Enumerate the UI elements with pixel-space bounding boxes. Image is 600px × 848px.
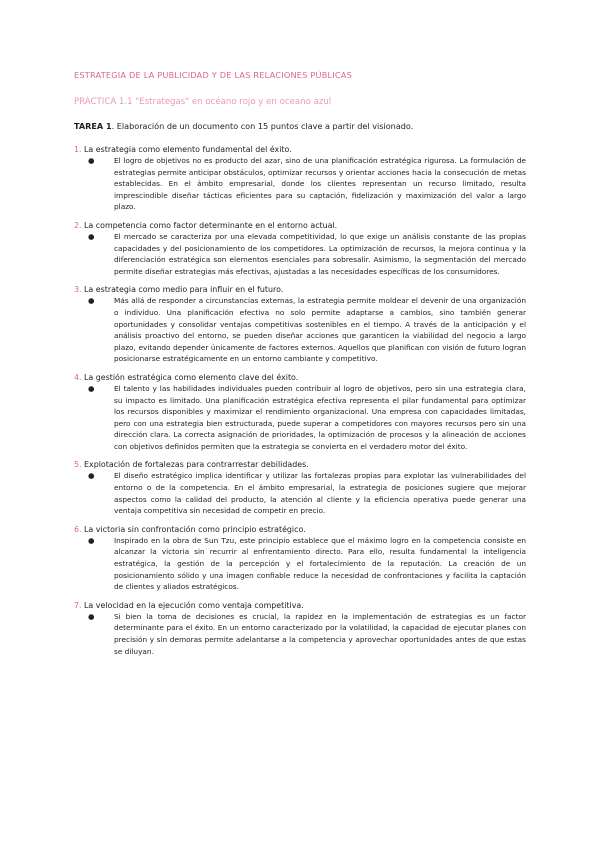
- bullet-text: Inspirado en la obra de Sun Tzu, este principio establece que el máximo logro en la competencia consiste en alcanzar la victoria sin recurrir al enfrentamiento directo. Para ello, resulta fundamental la inteligencia estratégica, la gestión de la percepción y el fortalecimiento de la reputación. La creación de un posicionamiento sólido y una imagen confiable reduce la necesidad de confrontaciones y facilita la captación de clientes y aliados estratégicos.: [114, 535, 526, 592]
- bullet-icon: ●: [88, 156, 95, 165]
- bullet-icon: ●: [88, 611, 95, 621]
- section-heading: [74, 145, 526, 154]
- section-number: 6.: [74, 524, 82, 534]
- bullet-text: El logro de objetivos no es producto del azar, sino de una planificación estratégica rigurosa. La formulación de estrategias permite anticipar obstáculos, optimizar recursos y orientar acciones hacia la consecución de metas establecidas. En el ámbito empresarial, donde los clientes representan un recurso limitado, resulta imprescindible diseñar tácticas eficientes para su captación, fidelización y maximización del valor a largo plazo.: [114, 156, 526, 212]
- list-item: [74, 611, 526, 657]
- bullet-text: El talento y las habilidades individuales pueden contribuir al logro de objetivos, pero sin una estrategia clara, su impacto es limitado. Una planificación estratégica efectiva representa el pilar fundamental para optimizar los recursos disponibles y maximizar el rendimiento organizacional. Una empresa con capacidades limitadas, pero con una estrategia bien estructurada, puede superar a competidores con mayores recursos pero sin una dirección clara. La correcta asignación de prioridades, la optimización de procesos y la alineación de acciones con objetivos definidos permiten que la estrategia se convierta en el verdadero motor del éxito.: [114, 383, 526, 451]
- section-title: La victoria sin confrontación como principio estratégico.: [81, 524, 306, 534]
- section-number: 7.: [74, 600, 82, 610]
- section-number: 2.: [74, 220, 82, 230]
- section-2: [74, 221, 526, 277]
- list-item: [74, 470, 526, 516]
- section-title: La estrategia como medio para influir en el futuro.: [81, 285, 284, 295]
- bullet-text: Si bien la toma de decisiones es crucial, la rapidez en la implementación de estrategias es un factor determinante para el éxito. En un entorno caracterizado por la volatilidad, la capacidad de ejecutar planes con precisión y sin demoras permite adelantarse a la competencia y aprovechar oportunidades antes de que estas se diluyan.: [114, 611, 526, 656]
- section-3: [74, 285, 526, 365]
- bullet-icon: ●: [88, 231, 95, 241]
- list-item: [74, 231, 526, 277]
- section-title: La gestión estratégica como elemento clave del éxito.: [81, 372, 299, 382]
- task-text: . Elaboración de un documento con 15 puntos clave a partir del visionado.: [111, 121, 414, 131]
- section-title: Explotación de fortalezas para contrarrestar debilidades.: [81, 460, 309, 470]
- bullet-icon: ●: [88, 535, 95, 545]
- section-7: [74, 601, 526, 657]
- section-number: 1.: [74, 145, 82, 154]
- list-item: [74, 383, 526, 453]
- section-number: 5.: [74, 460, 82, 470]
- list-item: [74, 155, 526, 213]
- list-item: [74, 535, 526, 593]
- section-heading: [74, 373, 526, 382]
- bullet-text: El diseño estratégico implica identificar y utilizar las fortalezas propias para explotar las vulnerabilidades del entorno o de la competencia. En el ámbito empresarial, la estrategia de posiciones sugiere que mejorar aspectos como la calidad del producto, la atención al cliente y la eficiencia operativa puede generar una ventaja competitiva sin necesidad de competir en precio.: [114, 471, 526, 516]
- section-number: 3.: [74, 285, 82, 295]
- list-item: [74, 295, 526, 365]
- section-heading: [74, 460, 526, 469]
- bullet-text: Más allá de responder a circunstancias externas, la estrategia permite moldear el devenir de una organización o individuo. Una planificación efectiva no solo permite adaptarse a cambios, sino también generar oportunidades y consolidar ventajas competitivas sostenibles en el tiempo. A través de la anticipación y el análisis proactivo del entorno, se pueden diseñar acciones que garanticen la viabilidad del negocio a largo plazo, evitando depender únicamente de factores externos. Aquellos que planifican con visión de futuro logran posicionarse estratégicamente en un entorno cambiante y competitivo.: [114, 296, 526, 364]
- bullet-text: El mercado se caracteriza por una elevada competitividad, lo que exige un análisis constante de las propias capacidades y del posicionamiento de los competidores. La optimización de recursos, la mejora continua y la diferenciación estratégica son elementos esenciales para sobresalir. Asimismo, la segmentación del mercado permite diseñar estrategias más efectivas, ajustadas a las necesidades específicas de los consumidores.: [114, 231, 526, 276]
- bullet-icon: ●: [88, 471, 95, 481]
- practice-title: PRÁCTICA 1.1 "Estrategas" en océano rojo y en oceano azul: [74, 97, 332, 107]
- section-number: 4.: [74, 372, 82, 382]
- section-heading: [74, 285, 526, 294]
- task-line: [74, 121, 526, 131]
- section-title: La estrategia como elemento fundamental del éxito.: [81, 145, 292, 154]
- section-heading: [74, 221, 526, 230]
- section-5: [74, 460, 526, 516]
- section-6: [74, 525, 526, 593]
- section-heading: [74, 525, 526, 534]
- bullet-icon: ●: [88, 296, 95, 306]
- section-1: [74, 145, 526, 213]
- course-title: ESTRATEGIA DE LA PUBLICIDAD Y DE LAS RELACIONES PÚBLICAS: [74, 70, 353, 80]
- section-4: [74, 373, 526, 453]
- task-label: TAREA 1: [74, 121, 112, 131]
- section-title: La competencia como factor determinante en el entorno actual.: [81, 220, 338, 230]
- bullet-icon: ●: [88, 383, 95, 393]
- section-heading: [74, 601, 526, 610]
- section-title: La velocidad en la ejecución como ventaja competitiva.: [81, 600, 304, 610]
